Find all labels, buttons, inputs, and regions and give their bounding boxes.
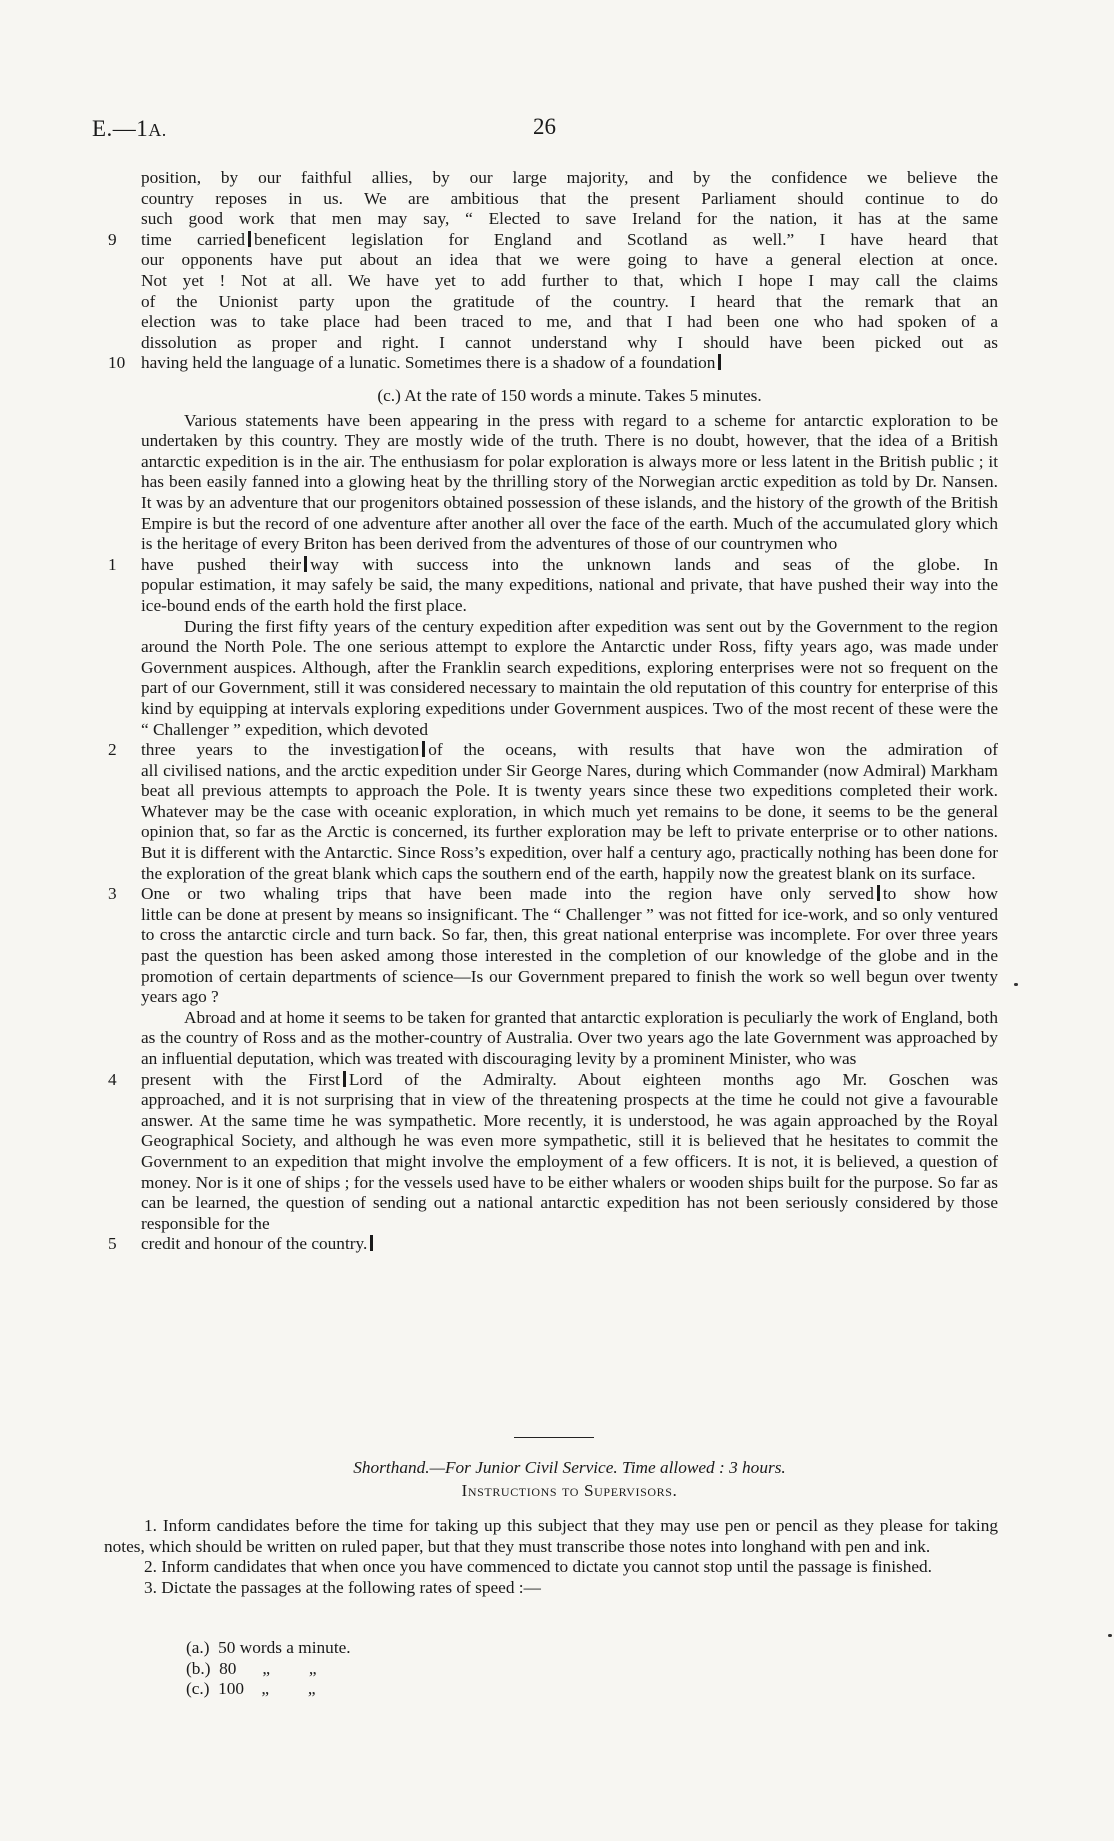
text-line: such good work that men may say, “ Elected to save Ireland for the nation, it has at the same (141, 209, 998, 229)
text-line: Not yet ! Not at all. We have yet to add further to that, which I hope I may call the claims (141, 270, 998, 290)
dictation-mark (370, 1235, 373, 1251)
instruction-item: 3. Dictate the passages at the following rates of speed :— (144, 1577, 541, 1597)
instruction-item: 2. Inform candidates that when once you have commenced to dictate you cannot stop until the passage is finished. (144, 1557, 932, 1577)
section-c (108, 386, 999, 1255)
text-line-marked: 2 three years to the investigation of the oceans, with results that have won the admiration of (108, 740, 998, 760)
text-line: our opponents have put about an idea that we were going to have a general election at once. (141, 250, 998, 270)
margin-number: 10 (108, 353, 126, 373)
margin-number: 4 (108, 1069, 117, 1089)
text-line: position, by our faithful allies, by our large majority, and by the confidence we believe the (141, 168, 998, 187)
instructions-list (104, 1516, 998, 1598)
dictation-mark (343, 1071, 346, 1087)
paragraph: popular estimation, it may safely be said, the many expeditions, national and private, that have pushed their way into the ice-bound ends of the earth hold the first place. (141, 575, 998, 615)
text-line: dissolution as proper and right. I cannot understand why I should have been picked out as (141, 332, 998, 352)
text-line-marked: 9 time carried beneficent legislation for England and Scotland as well.” I have heard that (108, 229, 999, 249)
page-number: 26 (533, 114, 556, 139)
margin-number: 9 (108, 229, 117, 249)
text-line-marked: 3 One or two whaling trips that have been made into the region have only served to show how (108, 884, 998, 904)
paragraph: all civilised nations, and the arctic expedition under Sir George Nares, during which Commander (now Admiral) Markham beat all previous attempts to approach the Pole. It is twenty years since these two expeditions completed their work. Whatever may be the case with oceanic exploration, in which much yet remains to be done, it seems to be the general opinion that, so far as the Arctic is concerned, its further exploration may be left to private enterprise or to other nations. But it is different with the Antarctic. Since Ross’s expedition, over half a century ago, practically nothing has been done for the exploration of the great blank which caps the southern end of the earth, happily now the greatest blank on its surface. (141, 760, 998, 883)
section-b-continuation (108, 168, 999, 374)
section-heading: (c.) At the rate of 150 words a minute. Takes 5 minutes. (377, 386, 762, 405)
dictation-mark (877, 885, 880, 901)
text-line-marked: 4 present with the First Lord of the Admiralty. About eighteen months ago Mr. Goschen was (108, 1069, 998, 1089)
instruction-item: 1. Inform candidates before the time for taking up this subject that they may use pen or pencil as they please for taking notes, which should be written on ruled paper, but that they must transcribe those notes into longhand with pen and ink. (104, 1516, 998, 1556)
rate-item: (c.) 100 „ „ (186, 1679, 316, 1699)
rates-list (186, 1638, 351, 1700)
paragraph: approached, and it is not surprising that in view of the threatening prospects at the time he could not give a favourable answer. At the same time he was sympathetic. More recently, it is understood, he was again approached by the Royal Geographical Society, and although he was even more sympathetic, still it is believed that he hesitates to commit the Government to an expedition that might involve the employment of a few officers. It is not, it is believed, a question of money. Nor is it one of ships ; for the vessels used have to be either whalers or wooden ships built for the purpose. So far as can be learned, the question of sending out a national antarctic expedition has not been seriously considered by those responsible for the (141, 1090, 998, 1233)
margin-number: 3 (108, 884, 117, 904)
text-line: election was to take place had been traced to me, and that I had been one who had spoken of a (141, 312, 998, 332)
text-line-marked: 5 credit and honour of the country. (141, 1234, 998, 1255)
dictation-mark (248, 231, 251, 247)
scan-speck (1014, 983, 1018, 986)
dictation-mark (718, 354, 721, 370)
junior-heading-block (141, 1458, 998, 1501)
paragraph: During the first fifty years of the century expedition after expedition was sent out by the Government to the region around the North Pole. The one serious attempt to explore the Antarctic under Ross, fifty years ago, was made under Government auspices. Although, after the Franklin search expeditions, exploring enterprises were not so frequent on the part of our Government, still it was considered necessary to maintain the old reputation of this country for enterprise of this kind by equipping at intervals exploring expeditions under Government auspices. Two of the most recent of these were the “ Challenger ” expedition, which devoted (141, 616, 998, 739)
text-line-marked: 10 having held the language of a lunatic. Sometimes there is a shadow of a foundation (141, 353, 998, 374)
rate-item: (b.) 80 „ „ (186, 1658, 317, 1678)
paragraph: Various statements have been appearing in the press with regard to a scheme for antarctic exploration to be undertaken by this country. They are mostly wide of the truth. There is no doubt, however, that the idea of a British antarctic expedition is in the air. The enthusiasm for polar exploration is always more or less latent in the British public ; it has been easily fanned into a glowing heat by the thrilling story of the Norwegian arctic expedition as told by Dr. Nansen. It was by an adventure that our progenitors obtained possession of these islands, and the history of the growth of the British Empire is but the record of one adventure after another all over the face of the earth. Much of the accumulated glory which is the heritage of every Briton has been derived from the adventures of those of our countrymen who (141, 410, 998, 554)
document-code: E.—1A. (92, 116, 167, 141)
text-line-marked: 1 have pushed their way with success into the unknown lands and seas of the globe. In (108, 554, 999, 574)
text-line: of the Unionist party upon the gratitude of the country. I heard that the remark that an (141, 291, 998, 311)
dictation-mark (304, 556, 307, 572)
margin-number: 1 (108, 554, 117, 574)
instructions-heading: Instructions to Supervisors. (461, 1480, 678, 1500)
dictation-mark (422, 741, 425, 757)
exam-title: Shorthand.—For Junior Civil Service. Time allowed : 3 hours. (353, 1458, 786, 1477)
margin-number: 2 (108, 740, 117, 760)
text-line: country reposes in us. We are ambitious that the present Parliament should continue to do (141, 188, 998, 208)
margin-number: 5 (108, 1234, 117, 1254)
section-divider (514, 1437, 594, 1438)
rate-item: (a.) 50 words a minute. (186, 1638, 351, 1657)
paragraph: little can be done at present by means so insignificant. The “ Challenger ” was not fitted for ice-work, and so only ventured to cross the antarctic circle and turn back. So far, then, this great national enterprise was incomplete. For over three years past the question has been asked among those interested in the completion of our knowledge of the globe and in the promotion of certain departments of science—Is our Government prepared to finish the work so well begun over twenty years ago ? (141, 904, 998, 1007)
scan-speck (1108, 1634, 1112, 1637)
paragraph: Abroad and at home it seems to be taken for granted that antarctic exploration is peculiarly the work of England, both as the country of Ross and as the mother-country of Australia. Over two years ago the late Government was approached by an influential deputation, which was treated with discouraging levity by a prominent Minister, who was (141, 1007, 998, 1068)
